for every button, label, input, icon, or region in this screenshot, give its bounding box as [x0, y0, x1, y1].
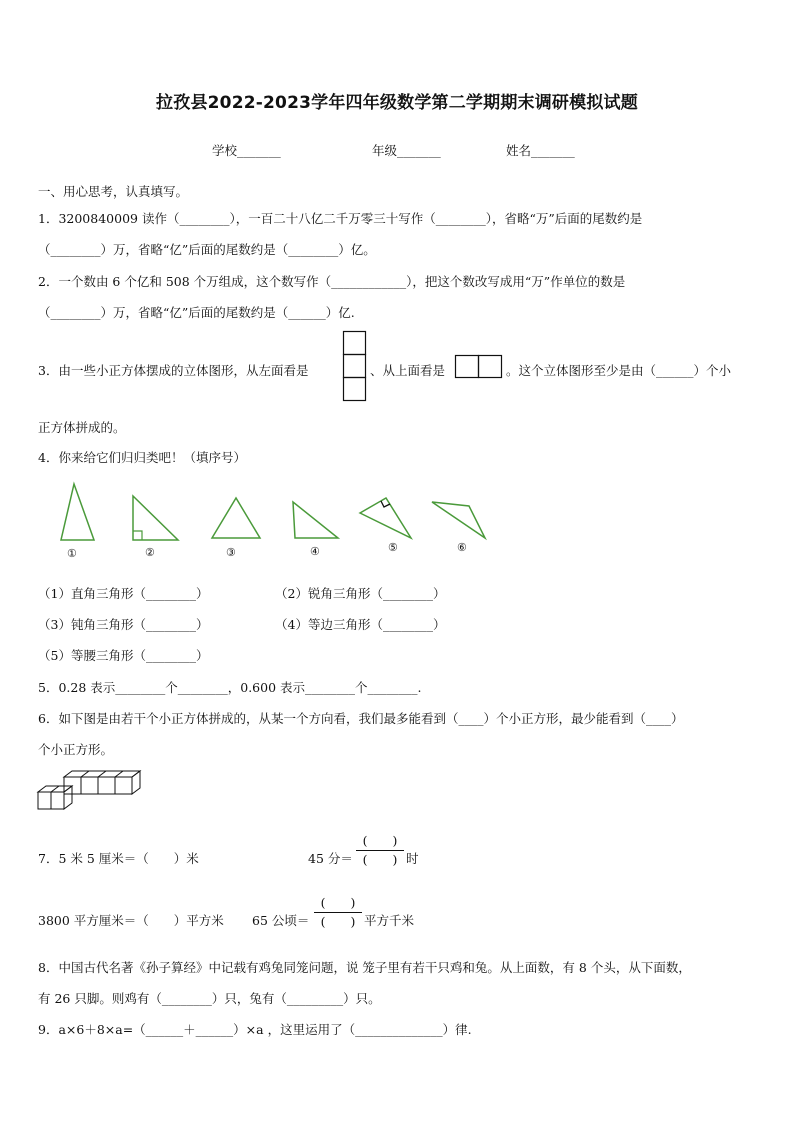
q4-item-5: （5）等腰三角形（________）: [38, 648, 209, 663]
triangle-label-3: ③: [226, 546, 236, 559]
q8-line1: 8．中国古代名著《孙子算经》中记载有鸡兔同笼问题，说 笼子里有若干只鸡和兔。从上面数，有 8 个头，从下面数，: [38, 960, 691, 975]
q7-a: 7．5 米 5 厘米＝（ ）米: [38, 851, 199, 866]
q2-line1: 2．一个数由 6 个亿和 508 个万组成，这个数写作（____________），把这个数改写成用“万”作单位的数是: [38, 274, 626, 289]
fraction-bar: [314, 912, 362, 913]
triangle-label-1: ①: [67, 547, 77, 560]
q7-d-suffix: 平方千米: [364, 913, 415, 928]
q7-d-fraction: [314, 895, 362, 930]
grade-field[interactable]: [372, 141, 441, 159]
q6-line2: 个小正方形。: [38, 742, 114, 757]
q3-part3: 。这个立体图形至少是由（______）个小: [506, 363, 732, 378]
top-view-figure: [455, 355, 503, 379]
q7-b-suffix: 时: [406, 851, 419, 866]
q7-b-fraction: [356, 833, 404, 868]
triangle-label-6: ⑥: [457, 541, 467, 554]
q4-item-3: （3）钝角三角形（________）: [38, 617, 209, 632]
q7-d-numerator: ( ): [320, 895, 356, 910]
q7-c: 3800 平方厘米＝（ ）平方米: [38, 913, 224, 928]
grade-blank: _______: [397, 143, 441, 158]
q7-d-prefix: 65 公顷＝: [252, 913, 310, 928]
page-title: 拉孜县2022-2023学年四年级数学第二学期期末调研模拟试题: [156, 93, 638, 113]
school-field[interactable]: [212, 141, 281, 159]
q6-line1: 6．如下图是由若干个小正方体拼成的，从某一个方向看，我们最多能看到（____）个小正方形，最少能看到（____）: [38, 711, 684, 726]
q7-b-prefix: 45 分＝: [308, 851, 353, 866]
q1-line2: （________）万，省略“亿”后面的尾数约是（________）亿。: [38, 242, 376, 257]
q4-item-2: （2）锐角三角形（________）: [275, 586, 446, 601]
q2-line2: （________）万，省略“亿”后面的尾数约是（______）亿.: [38, 305, 355, 320]
triangle-6: [432, 502, 485, 538]
triangle-4: [293, 502, 338, 538]
school-label: 学校: [212, 143, 238, 158]
cubes-figure: [38, 771, 142, 811]
q7-d-denominator: ( ): [320, 914, 356, 929]
q3-line2: 正方体拼成的。: [38, 420, 126, 435]
q3-part2: 、从上面看是: [370, 363, 446, 378]
q7-b-numerator: ( ): [362, 833, 398, 848]
triangle-5: [360, 498, 411, 538]
q3-part1: 3．由一些小正方体摆成的立体图形，从左面看是: [38, 363, 309, 378]
q8-line2: 有 26 只脚。则鸡有（________）只，兔有（_________）只。: [38, 991, 381, 1006]
triangle-label-5: ⑤: [388, 541, 398, 554]
triangles-figure: [50, 482, 500, 564]
triangle-2: [133, 496, 178, 540]
q1-line1: 1．3200840009 读作（________），一百二十八亿二千万零三十写作（________），省略“万”后面的尾数约是: [38, 211, 643, 226]
triangle-label-2: ②: [145, 546, 155, 559]
grade-label: 年级: [372, 143, 398, 158]
q5-line: 5．0.28 表示________个________，0.600 表示________个________.: [38, 680, 422, 695]
q4-prompt: 4．你来给它们归归类吧！（填序号）: [38, 450, 246, 465]
q7-b-denominator: ( ): [362, 852, 398, 867]
q9-line: 9．a×6＋8×a=（______＋______）×a ，这里运用了（______________）律.: [38, 1022, 472, 1037]
name-blank: _______: [531, 143, 575, 158]
triangle-1: [61, 484, 94, 540]
q4-item-4: （4）等边三角形（________）: [275, 617, 446, 632]
name-label: 姓名: [506, 143, 532, 158]
triangle-label-4: ④: [310, 545, 320, 558]
school-blank: _______: [237, 143, 281, 158]
triangle-3: [212, 498, 260, 538]
q4-item-1: （1）直角三角形（________）: [38, 586, 209, 601]
name-field[interactable]: [506, 141, 575, 159]
left-view-figure: [343, 331, 367, 403]
section-heading: 一、用心思考，认真填写。: [38, 184, 189, 199]
fraction-bar: [356, 850, 404, 851]
